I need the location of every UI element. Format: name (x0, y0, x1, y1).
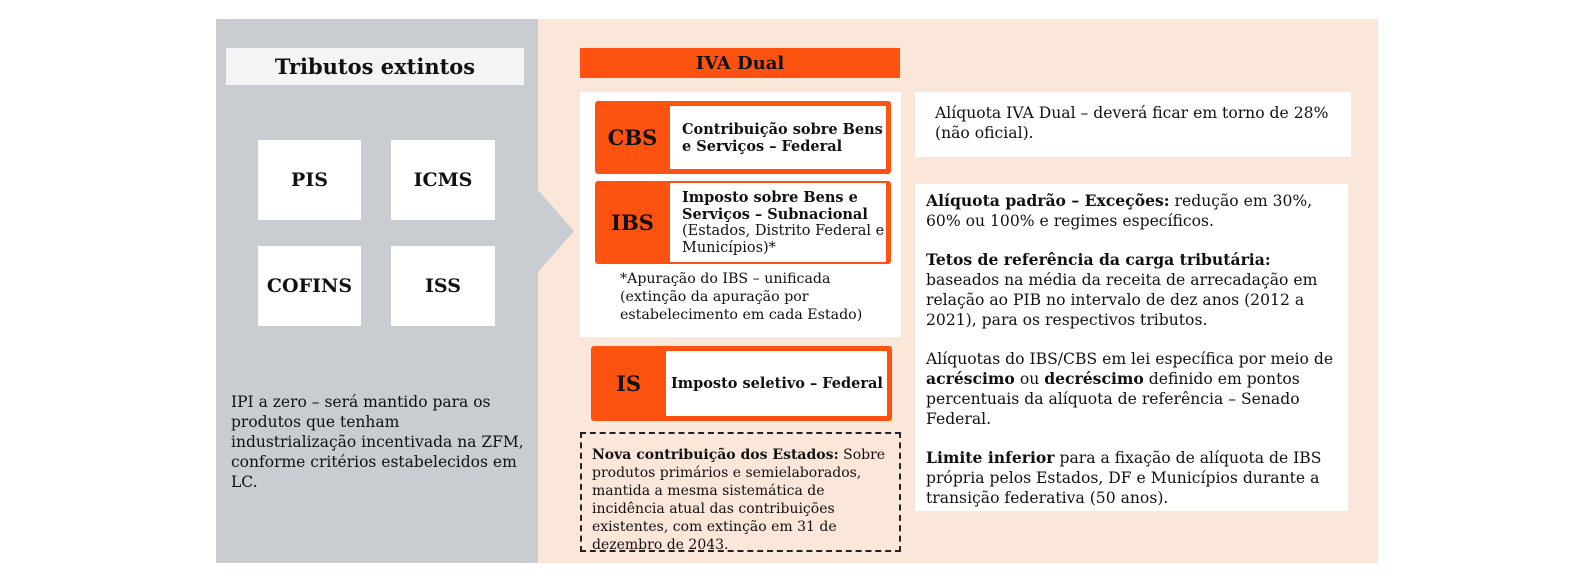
new-contribution-box (580, 432, 901, 552)
tax-icms: ICMS (391, 140, 495, 220)
new-contribution-title: Nova contribuição dos Estados: (592, 447, 839, 463)
increase-label: acréscimo (926, 369, 1015, 388)
standard-rate-text: redução em 30%, 60% ou 100% e regimes específicos. (926, 192, 1313, 230)
new-contribution-text: Sobre produtos primários e semielaborados, mantida a mesma sistemática de incidência atual das contribuições existentes, com extinção em 31 de dezembro de 2043. (592, 447, 886, 553)
rate-details-box (915, 184, 1348, 511)
ipi-note: IPI a zero – será mantido para os produtos que tenham industrialização incentivada na ZFM, conforme critérios estabelecidos em LC. (231, 393, 524, 491)
lower-limit-label: Limite inferior (926, 448, 1055, 467)
tax-iss: ISS (391, 246, 495, 326)
ibs-desc-sub: (Estados, Distrito Federal e Municípios)* (682, 222, 885, 256)
is-desc-text: Imposto seletivo – Federal (671, 375, 883, 392)
ibs-cbs-rates-text-c: definido em pontos percentuais da alíquota de referência – Senado Federal. (926, 370, 1300, 428)
tax-cofins: COFINS (258, 246, 361, 326)
ibs-desc (670, 183, 886, 262)
cbs-row (595, 101, 891, 174)
arrow-right-icon (538, 190, 574, 272)
is-desc (666, 351, 887, 416)
reference-ceiling-text: baseados na média da receita de arrecadação em relação ao PIB no intervalo de dez anos (2012 a 2021), para os respectivos tributos. (926, 271, 1318, 329)
ibs-cbs-rates-text-b: ou (1019, 370, 1040, 388)
ibs-row (595, 181, 891, 264)
iva-dual-header: IVA Dual (580, 48, 900, 78)
cbs-abbr: CBS (607, 125, 658, 150)
extinct-taxes-title: Tributos extintos (226, 48, 524, 85)
iva-rate-box (915, 92, 1351, 157)
cbs-desc (670, 106, 886, 169)
ibs-note: *Apuração do IBS – unificada (extinção da apuração por estabelecimento em cada Estado) (620, 271, 863, 323)
reference-ceiling-paragraph (926, 250, 1338, 330)
lower-limit-paragraph (926, 448, 1338, 508)
ibs-desc-text: Imposto sobre Bens e Serviços – Subnacional (682, 188, 868, 223)
decrease-label: decréscimo (1044, 369, 1144, 388)
lower-limit-text: para a fixação de alíquota de IBS própria pelos Estados, DF e Municípios durante a transição federativa (50 anos). (926, 449, 1322, 507)
is-row (591, 346, 892, 421)
reference-ceiling-label: Tetos de referência da carga tributária: (926, 250, 1271, 269)
ibs-abbr: IBS (611, 210, 654, 235)
cbs-desc-text: Contribuição sobre Bens e Serviços – Federal (682, 120, 883, 155)
ibs-cbs-rates-paragraph (926, 349, 1338, 429)
standard-rate-paragraph (926, 191, 1338, 231)
is-abbr: IS (616, 371, 641, 396)
iva-rate-text: Alíquota IVA Dual – deverá ficar em torno de 28% (não oficial). (935, 104, 1329, 142)
tax-pis: PIS (258, 140, 361, 220)
standard-rate-label: Alíquota padrão – Exceções: (926, 191, 1170, 210)
ibs-cbs-rates-text-a: Alíquotas do IBS/CBS em lei específica por meio de (926, 350, 1334, 368)
